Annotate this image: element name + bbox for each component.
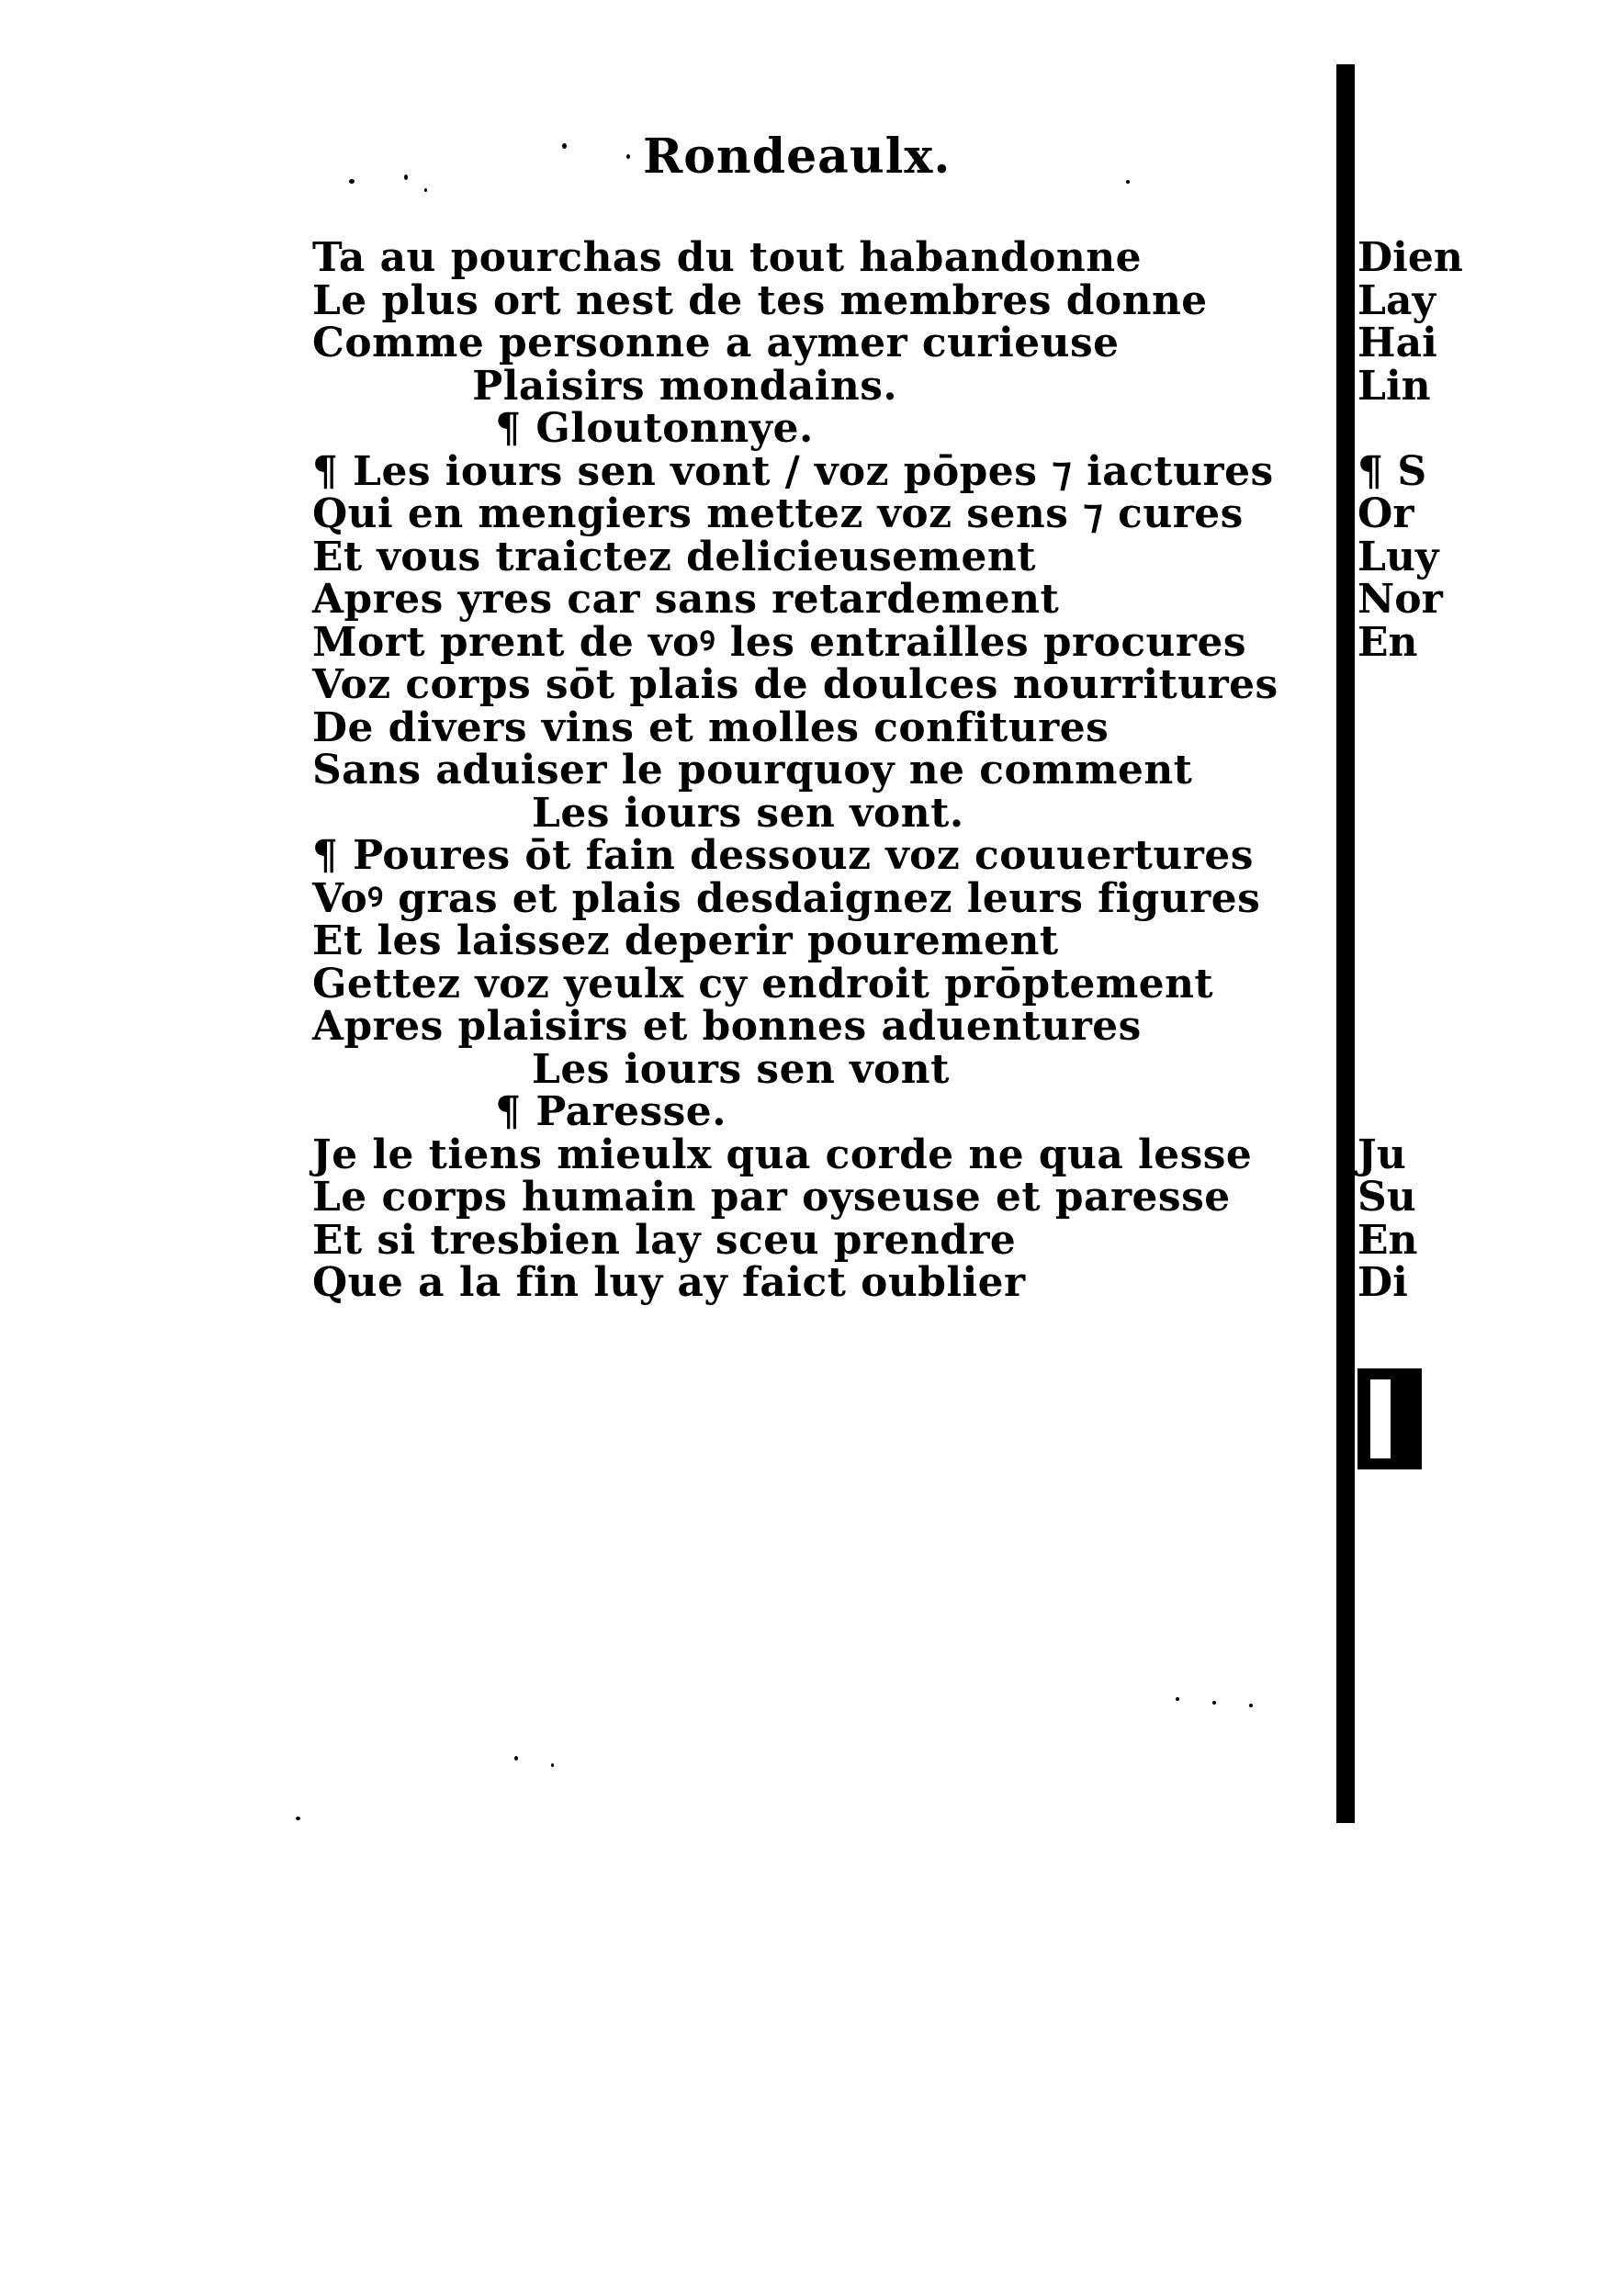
verse-line: ¶ Gloutonnye. xyxy=(495,405,814,452)
facing-page-fragment xyxy=(1357,749,1422,793)
facing-page-fragment xyxy=(1357,963,1422,1007)
facing-page-fragment: Dien xyxy=(1357,234,1463,281)
verse-line: Voꝰ gras et plais desdaignez leurs figures xyxy=(312,874,1261,922)
facing-page-fragment: Or xyxy=(1357,490,1414,537)
verse-line: Apres yres car sans retardement xyxy=(312,576,1060,623)
facing-page-fragment: Su xyxy=(1357,1174,1416,1221)
facing-page-initial-letter xyxy=(1357,1368,1422,1469)
ink-speck xyxy=(562,143,567,149)
verse-line: Sans aduiser le pourquoy ne comment xyxy=(312,747,1193,793)
facing-page-fragment xyxy=(1357,707,1422,750)
ink-speck xyxy=(296,1817,300,1820)
ink-speck xyxy=(1176,1697,1179,1701)
verse-line: Comme personne a aymer curieuse xyxy=(312,320,1120,366)
verse-line: Que a la fin luy ay faict oublier xyxy=(312,1259,1026,1306)
facing-page-fragment xyxy=(1357,664,1422,707)
verse-line: De divers vins et molles confitures xyxy=(312,703,1109,751)
facing-page-fragment: Di xyxy=(1357,1259,1408,1306)
facing-page-fragment xyxy=(1357,878,1422,921)
verse-line: ¶ Paresse. xyxy=(495,1088,727,1135)
ink-speck xyxy=(626,154,630,159)
verse-line: Voz corps sōt plais de doulces nourritures xyxy=(312,661,1278,708)
verse-line: Je le tiens mieulx qua corde ne qua lesse xyxy=(312,1131,1253,1178)
facing-page-fragment xyxy=(1357,1091,1422,1134)
verse-line: Plaisirs mondains. xyxy=(472,362,898,410)
facing-page-fragment xyxy=(1357,408,1422,451)
verse-line: Et si tresbien lay sceu prendre xyxy=(312,1216,1017,1264)
ink-speck xyxy=(1249,1704,1253,1707)
facing-page-fragment: Luy xyxy=(1357,533,1439,580)
ink-speck xyxy=(1212,1701,1216,1705)
verse-line: Qui en mengiers mettez voz sens ⁊ cures xyxy=(312,490,1244,537)
facing-page-fragment: Nor xyxy=(1357,576,1443,623)
facing-page-fragment xyxy=(1357,793,1422,836)
facing-page-fragment: Lay xyxy=(1357,276,1436,324)
facing-page-fragment xyxy=(1357,920,1422,963)
page-gutter-shadow xyxy=(1336,64,1355,1823)
ink-speck xyxy=(404,174,408,180)
facing-page-fragment: Lin xyxy=(1357,362,1431,410)
verse-line: Mort prent de voꝰ les entrailles procures xyxy=(312,618,1247,666)
verse-line: Les iours sen vont xyxy=(532,1045,950,1093)
ink-speck xyxy=(1126,180,1130,184)
verse-line: Le plus ort nest de tes membres donne xyxy=(312,276,1208,324)
ink-speck xyxy=(514,1756,518,1761)
ink-speck xyxy=(551,1763,554,1767)
facing-page-fragment: En xyxy=(1357,1216,1418,1264)
verse-line: ¶ Les iours sen vont / voz pōpes ⁊ iactures xyxy=(312,447,1274,495)
verse-line: Apres plaisirs et bonnes aduentures xyxy=(312,1003,1142,1050)
facing-page-fragment: Hai xyxy=(1357,320,1437,366)
facing-page-fragment xyxy=(1357,835,1422,878)
verse-text-block xyxy=(312,234,1341,1306)
verse-line: Gettez voz yeulx cy endroit prōptement xyxy=(312,960,1214,1007)
facing-page-fragments xyxy=(1357,234,1463,1306)
verse-line: Le corps humain par oyseuse et paresse xyxy=(312,1174,1231,1221)
ink-speck xyxy=(349,179,355,184)
running-head: Rondeaulx. xyxy=(643,129,952,185)
facing-page-fragment xyxy=(1357,1006,1422,1049)
verse-line: Et vous traictez delicieusement xyxy=(312,533,1036,580)
facing-page-fragment: En xyxy=(1357,618,1418,666)
facing-page-fragment: Ju xyxy=(1357,1131,1406,1178)
verse-line: Les iours sen vont. xyxy=(532,789,964,837)
ink-speck xyxy=(424,188,427,192)
facing-page-fragment: ¶ S xyxy=(1357,447,1427,495)
verse-line: Ta au pourchas du tout habandonne xyxy=(312,234,1142,281)
verse-line: ¶ Poures ōt fain dessouz voz couuertures xyxy=(312,832,1254,879)
facing-page-fragment xyxy=(1357,1049,1422,1092)
verse-line: Et les laissez deperir pourement xyxy=(312,917,1059,964)
